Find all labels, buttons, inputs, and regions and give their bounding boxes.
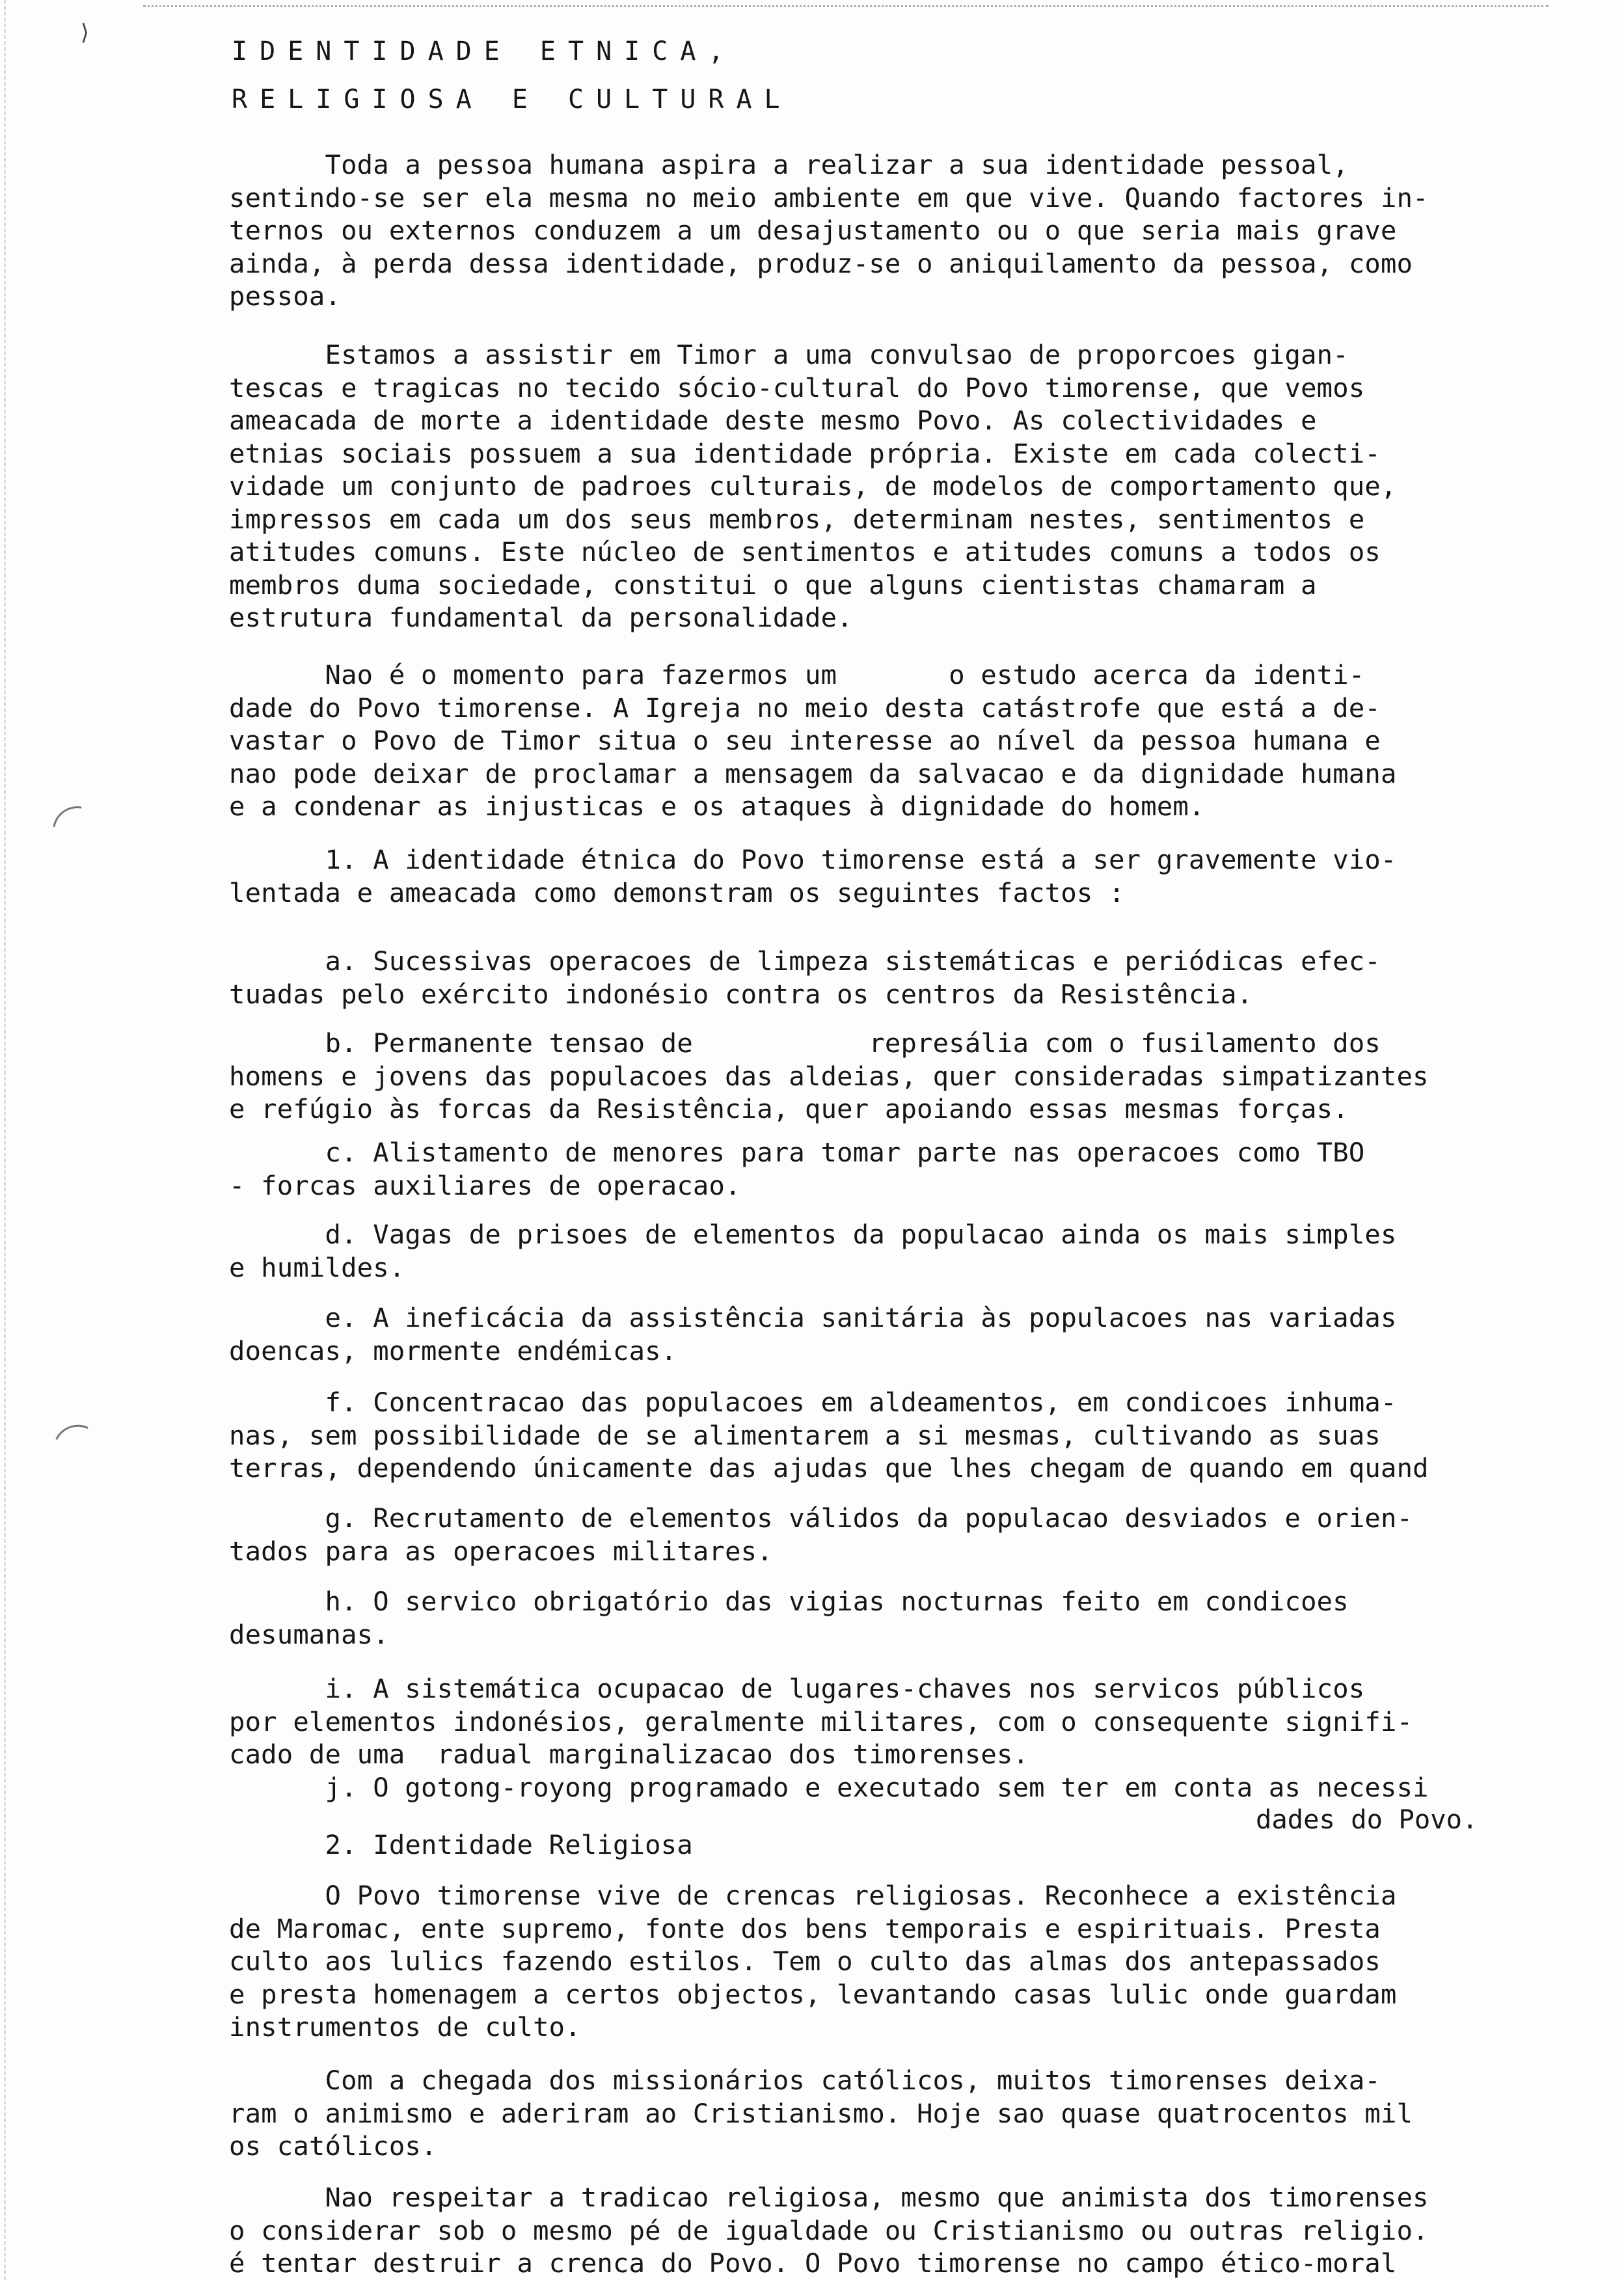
paragraph-missionaries: Com a chegada dos missionários católicos, muitos timorenses deixa- ram o animismo e aderiram ao Cristianismo. Hoje sao quase quatrocentos mil os católicos. [229,2065,1413,2162]
list-item-d: d. Vagas de prisoes de elementos da populacao ainda os mais simples e humildes. [229,1219,1397,1283]
paragraph-tradition: Nao respeitar a tradicao religiosa, mesmo que animista dos timorenses o considerar sob o mesmo pé de igualdade ou Cristianismo ou outras religio. é tentar destruir a crenca do Povo. O Povo timorense no campo ético-moral [229,2182,1429,2279]
list-item-h: h. O servico obrigatório das vigias nocturnas feito em condicoes desumanas. [229,1586,1349,1650]
corner-scribble-icon: ⟩ [78,20,92,46]
title-line-1: IDENTIDADE ETNICA, [232,36,737,66]
hole-punch-mark [46,1418,107,1475]
list-item-b: b. Permanente tensao de represália com o fusilamento dos homens e jovens das populacoes das aldeias, quer consideradas simpatizantes e refúgio às forcas da Resistência, quer apoiando essas mesmas forças. [229,1027,1429,1124]
list-item-j-continuation: dades do Povo. [1256,1804,1478,1835]
list-item-f: f. Concentracao das populacoes em aldeamentos, em condicoes inhuma- nas, sem possibilidade de se alimentarem a si mesmas, cultivando as suas terras, dependendo únicamente das ajudas que lhes chegam de quando em quand [229,1387,1429,1484]
title-line-2: RELIGIOSA E CULTURAL [232,85,792,115]
paragraph-beliefs: O Povo timorense vive de crencas religiosas. Reconhece a existência de Maromac, ente supremo, fonte dos bens temporais e espirituais. Presta culto aos lulics fazendo estilos. Tem o culto das almas dos antepassados e presta homenagem a certos objectos, levantando casas lulic onde guardam instrumentos de culto. [229,1880,1397,2043]
list-item-g: g. Recrutamento de elementos válidos da populacao desviados e orien- tados para as operacoes militares. [229,1502,1413,1567]
scan-artifact-top [143,5,1549,14]
paragraph-convulsion: Estamos a assistir em Timor a uma convulsao de proporcoes gigan- tescas e tragicas no tecido sócio-cultural do Povo timorense, que vemos ameacada de morte a identidade deste mesmo Povo. As colectividades e etnias sociais possuem a sua identidade própria. Existe em cada colecti- vidade um conjunto de padroes culturais, de modelos de comportamento que, impressos em cada um dos seus membros, determinam nestes, sentimentos e atitudes comuns. Este núcleo de sentimentos e atitudes comuns a todos os membros duma sociedade, constitui o que alguns cientistas chamaram a estrutura fundamental da personalidade. [229,339,1397,633]
paragraph-ethnic-identity: 1. A identidade étnica do Povo timorense está a ser gravemente vio- lentada e ameacada como demonstram os seguintes factos : [229,844,1397,908]
section-heading-religious: 2. Identidade Religiosa [229,1829,693,1860]
paragraph-intro: Toda a pessoa humana aspira a realizar a sua identidade pessoal, sentindo-se ser ela mesma no meio ambiente em que vive. Quando factores in- ternos ou externos conduzem a um desajustamento ou o que seria mais grave ainda, à perda dessa identidade, produz-se o aniquilamento da pessoa, como pessoa. [229,149,1429,312]
list-item-c: c. Alistamento de menores para tomar parte nas operacoes como TBO - forcas auxiliares de operacao. [229,1137,1365,1201]
list-item-a: a. Sucessivas operacoes de limpeza sistemáticas e periódicas efec- tuadas pelo exército indonésio contra os centros da Resistência. [229,945,1381,1010]
hole-punch-mark [43,796,108,860]
list-item-e: e. A ineficácia da assistência sanitária às populacoes nas variadas doencas, mormente endémicas. [229,1302,1397,1366]
scan-artifact-left [4,0,10,2280]
list-item-i-j: i. A sistemática ocupacao de lugares-chaves nos servicos públicos por elementos indonésios, geralmente militares, com o consequente signifi- cado de uma radual marginalizacao dos timorenses. j. O gotong-royong programado e executado sem ter em conta as necessi [229,1673,1429,1803]
paragraph-church: Nao é o momento para fazermos um o estudo acerca da identi- dade do Povo timorense. A Igreja no meio desta catástrofe que está a de- vastar o Povo de Timor situa o seu interesse ao nível da pessoa humana e nao pode deixar de proclamar a mensagem da salvacao e da dignidade humana e a condenar as injusticas e os ataques à dignidade do homem. [229,659,1397,822]
